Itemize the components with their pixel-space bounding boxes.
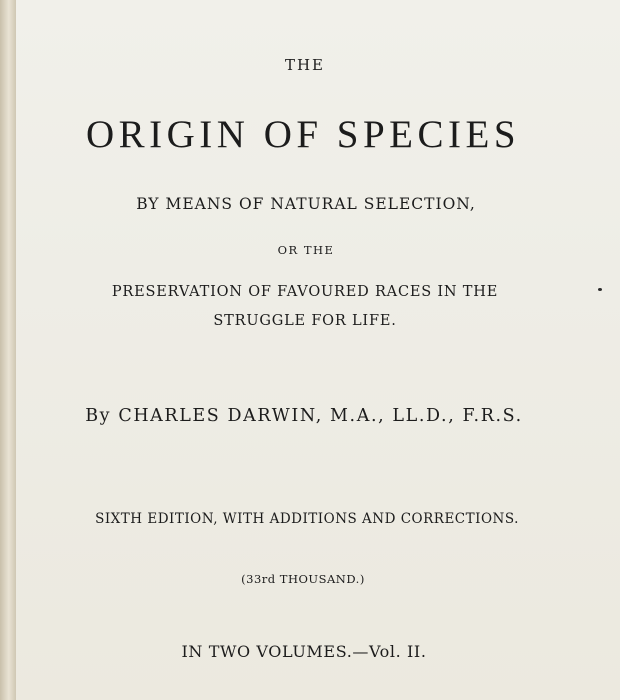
book-spine-edge bbox=[0, 0, 16, 700]
printing-thousand: (33rd THOUSAND.) bbox=[241, 572, 365, 586]
title-page bbox=[16, 0, 620, 700]
alternate-title-line-1: PRESERVATION OF FAVOURED RACES IN THE bbox=[111, 284, 499, 300]
book-subtitle: BY MEANS OF NATURAL SELECTION, bbox=[136, 195, 476, 213]
book-title: ORIGIN OF SPECIES bbox=[85, 113, 521, 156]
edition-line: SIXTH EDITION, WITH ADDITIONS AND CORRECTIONS. bbox=[95, 511, 519, 527]
alternate-title-line-2: STRUGGLE FOR LIFE. bbox=[213, 313, 397, 329]
title-article: THE bbox=[284, 56, 326, 74]
volume-line: IN TWO VOLUMES.—Vol. II. bbox=[181, 642, 427, 661]
subtitle-connector: OR THE bbox=[277, 243, 335, 257]
author-line: By CHARLES DARWIN, M.A., LL.D., F.R.S. bbox=[85, 406, 523, 426]
paper-speck bbox=[598, 288, 602, 291]
